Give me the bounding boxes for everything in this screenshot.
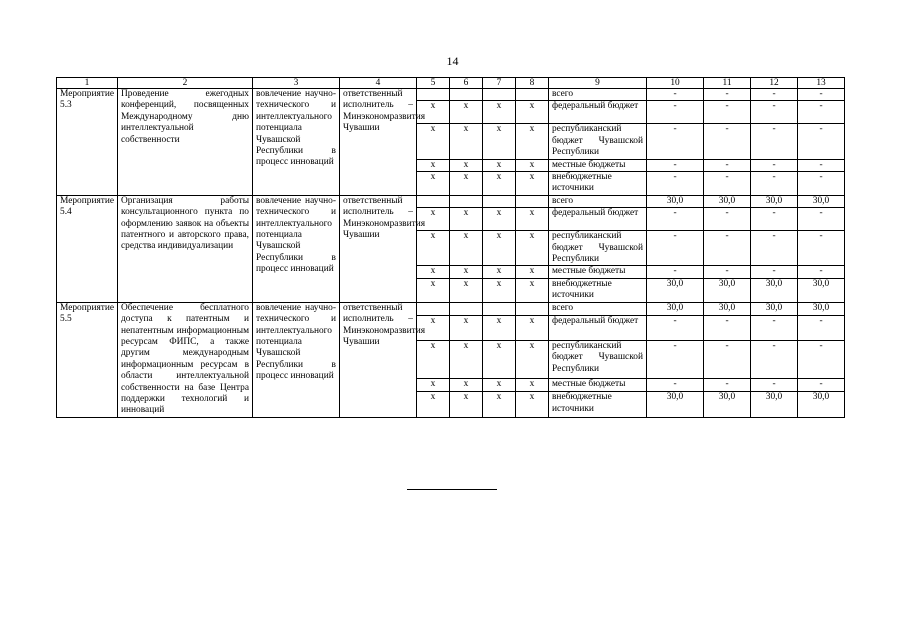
activity-description: Проведение ежегодных конференций, посвященных Международному дню интеллектуальной собственности [118, 89, 253, 196]
code-cell: x [483, 266, 516, 278]
column-number: 4 [340, 78, 417, 89]
funding-source: внебюджетные источники [549, 278, 647, 302]
code-cell: x [483, 378, 516, 391]
funding-value: - [647, 172, 704, 196]
code-cell: x [450, 172, 483, 196]
activity-executor: ответственный исполнитель – Минэкономразвития Чувашии [340, 195, 417, 302]
funding-value: - [751, 159, 798, 171]
table-row [57, 195, 845, 207]
code-cell: x [483, 392, 516, 418]
code-cell: x [516, 172, 549, 196]
code-cell: x [417, 172, 450, 196]
funding-value: - [647, 378, 704, 391]
funding-source: республиканский бюджет Чувашской Республики [549, 124, 647, 159]
column-number: 7 [483, 78, 516, 89]
funding-value: - [798, 208, 845, 231]
funding-value: - [704, 378, 751, 391]
funding-source: всего [549, 89, 647, 101]
code-cell: x [516, 231, 549, 266]
funding-value: 30,0 [751, 302, 798, 315]
funding-value: - [704, 266, 751, 278]
activity-executor: ответственный исполнитель – Минэкономразвития Чувашии [340, 302, 417, 417]
column-number: 3 [253, 78, 340, 89]
funding-value: 30,0 [798, 302, 845, 315]
table-row [57, 89, 845, 101]
code-cell: x [417, 378, 450, 391]
code-cell [450, 195, 483, 207]
activity-id: Мероприятие 5.5 [57, 302, 118, 417]
funding-value: - [751, 89, 798, 101]
code-cell: x [483, 278, 516, 302]
funding-value: 30,0 [751, 278, 798, 302]
column-number: 2 [118, 78, 253, 89]
funding-value: - [751, 266, 798, 278]
funding-value: - [751, 340, 798, 378]
funding-source: федеральный бюджет [549, 208, 647, 231]
funding-value: - [647, 316, 704, 341]
activity-id: Мероприятие 5.4 [57, 195, 118, 302]
code-cell: x [516, 159, 549, 171]
funding-value: - [704, 124, 751, 159]
code-cell: x [417, 316, 450, 341]
funding-source: республиканский бюджет Чувашской Республики [549, 340, 647, 378]
code-cell: x [516, 378, 549, 391]
code-cell: x [417, 266, 450, 278]
funding-source: федеральный бюджет [549, 101, 647, 124]
funding-value: - [798, 172, 845, 196]
code-cell: x [450, 231, 483, 266]
funding-value: - [647, 159, 704, 171]
funding-value: - [647, 101, 704, 124]
code-cell: x [417, 278, 450, 302]
code-cell [417, 302, 450, 315]
funding-value: - [647, 208, 704, 231]
activity-description: Обеспечение бесплатного доступа к патентным и непатентным информационным ресурсам ФИПС, а также другим международным информационным ресурсам в области интеллектуальной собственности на базе Центра поддержки технологий и инноваций [118, 302, 253, 417]
funding-value: - [798, 124, 845, 159]
code-cell: x [483, 124, 516, 159]
code-cell: x [417, 231, 450, 266]
code-cell: x [450, 266, 483, 278]
funding-source: федеральный бюджет [549, 316, 647, 341]
code-cell: x [483, 159, 516, 171]
code-cell: x [516, 101, 549, 124]
funding-source: местные бюджеты [549, 266, 647, 278]
code-cell: x [516, 208, 549, 231]
funding-value: - [798, 159, 845, 171]
funding-value: - [798, 89, 845, 101]
code-cell: x [516, 340, 549, 378]
code-cell [516, 89, 549, 101]
table-row [57, 302, 845, 315]
funding-source: местные бюджеты [549, 159, 647, 171]
column-number: 5 [417, 78, 450, 89]
funding-value: 30,0 [647, 392, 704, 418]
funding-value: 30,0 [647, 302, 704, 315]
code-cell [516, 302, 549, 315]
funding-value: 30,0 [751, 195, 798, 207]
code-cell [450, 89, 483, 101]
funding-value: - [647, 231, 704, 266]
code-cell: x [450, 124, 483, 159]
code-cell: x [483, 340, 516, 378]
activity-description: Организация работы консультационного пункта по оформлению заявок на объекты патентного и авторского права, средства индивидуализации [118, 195, 253, 302]
funding-value: - [751, 231, 798, 266]
funding-value: - [704, 89, 751, 101]
funding-value: 30,0 [798, 392, 845, 418]
code-cell: x [516, 278, 549, 302]
funding-value: 30,0 [704, 302, 751, 315]
funding-source: всего [549, 195, 647, 207]
column-number: 8 [516, 78, 549, 89]
code-cell [450, 302, 483, 315]
funding-value: 30,0 [798, 278, 845, 302]
funding-value: 30,0 [798, 195, 845, 207]
funding-value: 30,0 [751, 392, 798, 418]
funding-value: - [704, 316, 751, 341]
code-cell: x [516, 124, 549, 159]
code-cell: x [450, 316, 483, 341]
funding-value: - [647, 124, 704, 159]
code-cell: x [417, 101, 450, 124]
code-cell: x [417, 159, 450, 171]
funding-value: - [704, 231, 751, 266]
funding-value: - [751, 208, 798, 231]
code-cell: x [483, 316, 516, 341]
code-cell: x [516, 392, 549, 418]
funding-value: - [647, 340, 704, 378]
page-number: 14 [446, 54, 459, 68]
column-number: 11 [704, 78, 751, 89]
code-cell [417, 89, 450, 101]
code-cell: x [516, 316, 549, 341]
code-cell [483, 302, 516, 315]
code-cell: x [450, 208, 483, 231]
funding-source: всего [549, 302, 647, 315]
activities-body [57, 89, 845, 418]
funding-value: 30,0 [704, 392, 751, 418]
funding-value: - [751, 101, 798, 124]
column-number: 13 [798, 78, 845, 89]
funding-value: - [798, 101, 845, 124]
column-number: 9 [549, 78, 647, 89]
column-number: 10 [647, 78, 704, 89]
code-cell [417, 195, 450, 207]
funding-source: республиканский бюджет Чувашской Республики [549, 231, 647, 266]
footnote-rule [407, 489, 497, 490]
activities-table [56, 77, 845, 418]
funding-value: - [798, 266, 845, 278]
funding-value: 30,0 [704, 278, 751, 302]
funding-value: - [647, 89, 704, 101]
column-number: 6 [450, 78, 483, 89]
funding-value: - [704, 208, 751, 231]
funding-value: 30,0 [647, 195, 704, 207]
funding-value: - [704, 101, 751, 124]
funding-value: - [798, 231, 845, 266]
funding-value: - [751, 316, 798, 341]
code-cell [483, 195, 516, 207]
funding-value: - [798, 316, 845, 341]
column-number: 12 [751, 78, 798, 89]
code-cell: x [417, 208, 450, 231]
code-cell: x [417, 340, 450, 378]
code-cell: x [450, 159, 483, 171]
funding-source: внебюджетные источники [549, 172, 647, 196]
activity-goal: вовлечение научно-технического и интеллектуального потенциала Чувашской Республики в процесс инноваций [253, 302, 340, 417]
code-cell: x [483, 101, 516, 124]
column-number-row [57, 78, 845, 89]
funding-value: - [751, 124, 798, 159]
code-cell: x [417, 124, 450, 159]
code-cell [516, 195, 549, 207]
activity-executor: ответственный исполнитель – Минэкономразвития Чувашии [340, 89, 417, 196]
funding-value: - [704, 172, 751, 196]
activity-goal: вовлечение научно-технического и интеллектуального потенциала Чувашской Республики в процесс инноваций [253, 89, 340, 196]
code-cell: x [483, 231, 516, 266]
funding-value: - [798, 378, 845, 391]
funding-value: - [704, 340, 751, 378]
funding-value: - [647, 266, 704, 278]
funding-value: 30,0 [704, 195, 751, 207]
funding-value: - [751, 172, 798, 196]
funding-value: 30,0 [647, 278, 704, 302]
code-cell: x [450, 378, 483, 391]
activity-id: Мероприятие 5.3 [57, 89, 118, 196]
funding-source: внебюджетные источники [549, 392, 647, 418]
funding-source: местные бюджеты [549, 378, 647, 391]
funding-value: - [704, 159, 751, 171]
activity-goal: вовлечение научно-технического и интеллектуального потенциала Чувашской Республики в процесс инноваций [253, 195, 340, 302]
column-number: 1 [57, 78, 118, 89]
funding-value: - [751, 378, 798, 391]
code-cell: x [516, 266, 549, 278]
code-cell: x [450, 340, 483, 378]
code-cell: x [450, 392, 483, 418]
code-cell: x [483, 208, 516, 231]
code-cell: x [483, 172, 516, 196]
code-cell: x [417, 392, 450, 418]
code-cell [483, 89, 516, 101]
code-cell: x [450, 101, 483, 124]
funding-value: - [798, 340, 845, 378]
code-cell: x [450, 278, 483, 302]
